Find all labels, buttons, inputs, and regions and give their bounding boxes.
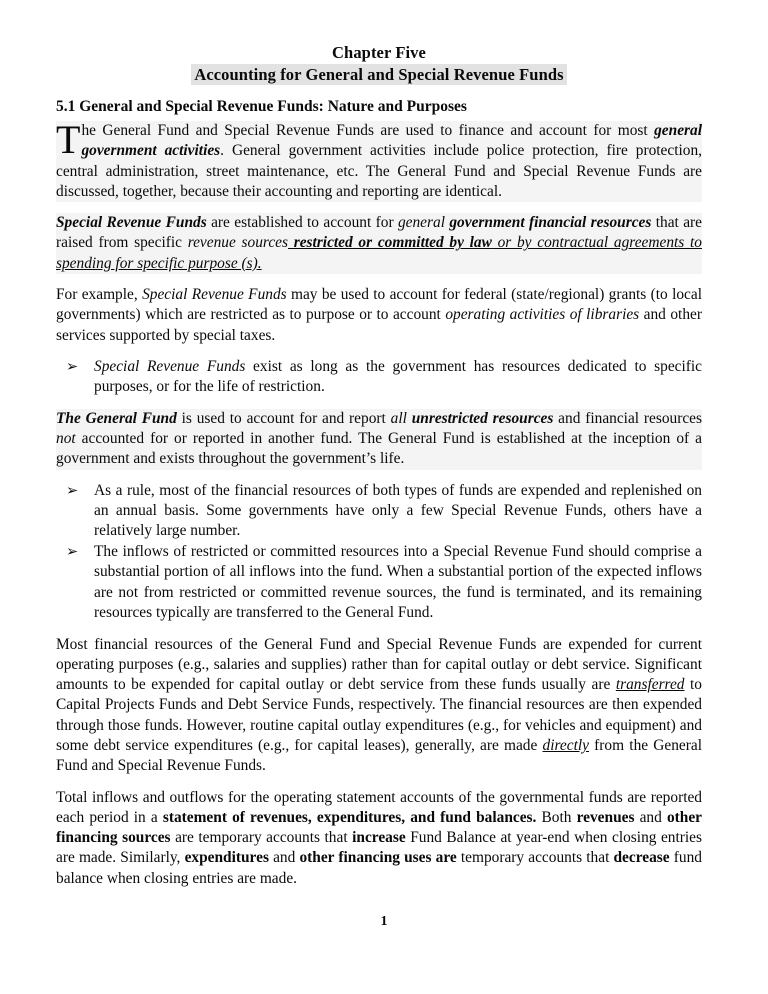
gf-run-3: all — [390, 409, 407, 427]
ti-run-9: Fund Balance at year-end when closing entries are made. Similarly, — [56, 829, 703, 867]
paragraph-intro-text — [56, 117, 702, 202]
intro-run-4: . — [498, 182, 502, 200]
list-one-item-0-run-1: Special Revenue Funds — [94, 357, 246, 375]
ti-other-financing-uses: other financing uses are — [299, 849, 457, 867]
mfr-run-1: Most financial resources of the General Fund and Special Revenue Funds are expended for current operating purposes (e.g., salaries and supplies) rather than for capital outlay or debt service. Significant amounts to be expended for capital outlay or debt service from these funds usually are — [56, 635, 702, 694]
ti-run-1: Total inflows and outflows for the operating statement accounts of the governmental funds are reported each period in a — [56, 788, 702, 826]
bullet-list-one — [56, 357, 702, 398]
srf-run-6: that are raised from specific — [56, 214, 703, 252]
paragraph-example — [56, 285, 702, 346]
example-run-5: and other services supported by special taxes. — [56, 306, 702, 344]
mfr-run-5: from the General Fund and Special Revenue Funds. — [56, 737, 703, 775]
page-number: 1 — [380, 914, 388, 929]
chapter-subtitle: Accounting for General and Special Revenue Funds — [191, 64, 566, 85]
mfr-transferred: transferred — [615, 676, 685, 694]
list-item — [56, 542, 702, 624]
list-item — [56, 357, 702, 398]
ti-revenues: revenues — [576, 808, 635, 826]
bullet-list-two — [56, 481, 702, 624]
gf-run-6: and financial resources — [553, 409, 702, 427]
arrow-bullet-icon: ➢ — [66, 482, 79, 499]
example-run-2: Special Revenue Funds — [142, 286, 287, 304]
ti-run-13: temporary accounts that — [456, 849, 614, 867]
mfr-directly: directly — [542, 737, 589, 754]
chapter-subtitle-container — [56, 64, 702, 86]
ti-run-5: and — [634, 808, 667, 826]
gf-run-5: unrestricted resources — [411, 409, 554, 427]
list-item — [56, 481, 702, 542]
ti-run-3: Both — [536, 808, 577, 826]
srf-run-7: revenue sources — [187, 234, 288, 252]
srf-run-8-underlined: restricted or committed by law — [288, 234, 492, 252]
example-run-1: For example, — [56, 286, 143, 304]
list-one-item-0-run-2: exist as long as the government has resources dedicated to specific purposes, or for the life of restriction. — [94, 357, 702, 396]
intro-emphasis-general-government-activities: general government activities — [81, 122, 702, 160]
srf-run-3: general — [397, 214, 445, 232]
ti-run-11: and — [268, 849, 300, 867]
ti-run-15: fund balance when closing entries are made. — [56, 849, 702, 887]
mfr-run-3: to Capital Projects Funds and Debt Service Funds, respectively. The financial resources are then expended through those funds. However, routine capital outlay expenditures (e.g., for vehicles and equipment) and some debt service expenditures (e.g., for capital leases), generally, are made — [56, 676, 702, 754]
arrow-bullet-icon: ➢ — [66, 358, 79, 375]
ti-decrease: decrease — [613, 849, 670, 867]
gf-run-2: is used to account for and report — [176, 409, 391, 427]
intro-run-3: . General government activities include police protection, fire protection, central administration, street maintenance, etc. The General Fund and Special Revenue Funds are discussed, together, because their accounting and reporting are identical — [56, 142, 702, 200]
gf-run-7: not — [56, 430, 76, 448]
gf-term: The General Fund — [56, 409, 177, 427]
section-heading-5-1: 5.1 General and Special Revenue Funds: Nature and Purposes — [56, 98, 467, 115]
paragraph-intro — [56, 117, 702, 202]
list-two-item-1-text: The inflows of restricted or committed resources into a Special Revenue Fund should comprise a substantial portion of all inflows into the fund. When a substantial portion of the expected inflows are not from restricted or committed revenue sources, the fund is terminated, and its remaining resources typically are transferred to the General Fund. — [94, 542, 702, 622]
ti-statement-term: statement of revenues, expenditures, and fund balances. — [162, 808, 537, 826]
ti-other-financing-sources: other financing sources — [56, 808, 702, 847]
srf-term: Special Revenue Funds — [56, 214, 207, 232]
ti-run-7: are temporary accounts that — [170, 829, 353, 847]
gf-run-8: accounted for or reported in another fund. The General Fund is established at the inception of a government and exists throughout the government’s life. — [56, 430, 702, 468]
ti-increase: increase — [352, 829, 406, 847]
ti-expenditures: expenditures — [184, 849, 269, 867]
paragraph-special-revenue-definition — [56, 213, 702, 274]
srf-run-9-underlined: or by contractual agreements to spending for specific purpose (s). — [56, 234, 702, 272]
arrow-bullet-icon: ➢ — [66, 543, 79, 560]
drop-cap-letter: T — [56, 117, 81, 162]
paragraph-most-financial-resources — [56, 635, 702, 777]
list-two-item-0-text: As a rule, most of the financial resources of both types of funds are expended and replenished on an annual basis. Some governments have only a few Special Revenue Funds, others have a relatively large number. — [94, 481, 702, 540]
example-run-4: operating activities of libraries — [445, 306, 640, 324]
srf-run-5: government financial resources — [449, 214, 652, 232]
paragraph-total-inflows — [56, 788, 702, 889]
intro-run-1: he General Fund and Special Revenue Funds are used to finance and account for most — [81, 122, 655, 139]
paragraph-general-fund-definition — [56, 409, 702, 470]
example-run-3: may be used to account for federal (state/regional) grants (to local governments) which are restricted as to purpose or to account — [56, 286, 702, 324]
chapter-title: Chapter Five — [332, 43, 426, 62]
srf-run-2: are established to account for — [206, 214, 398, 232]
